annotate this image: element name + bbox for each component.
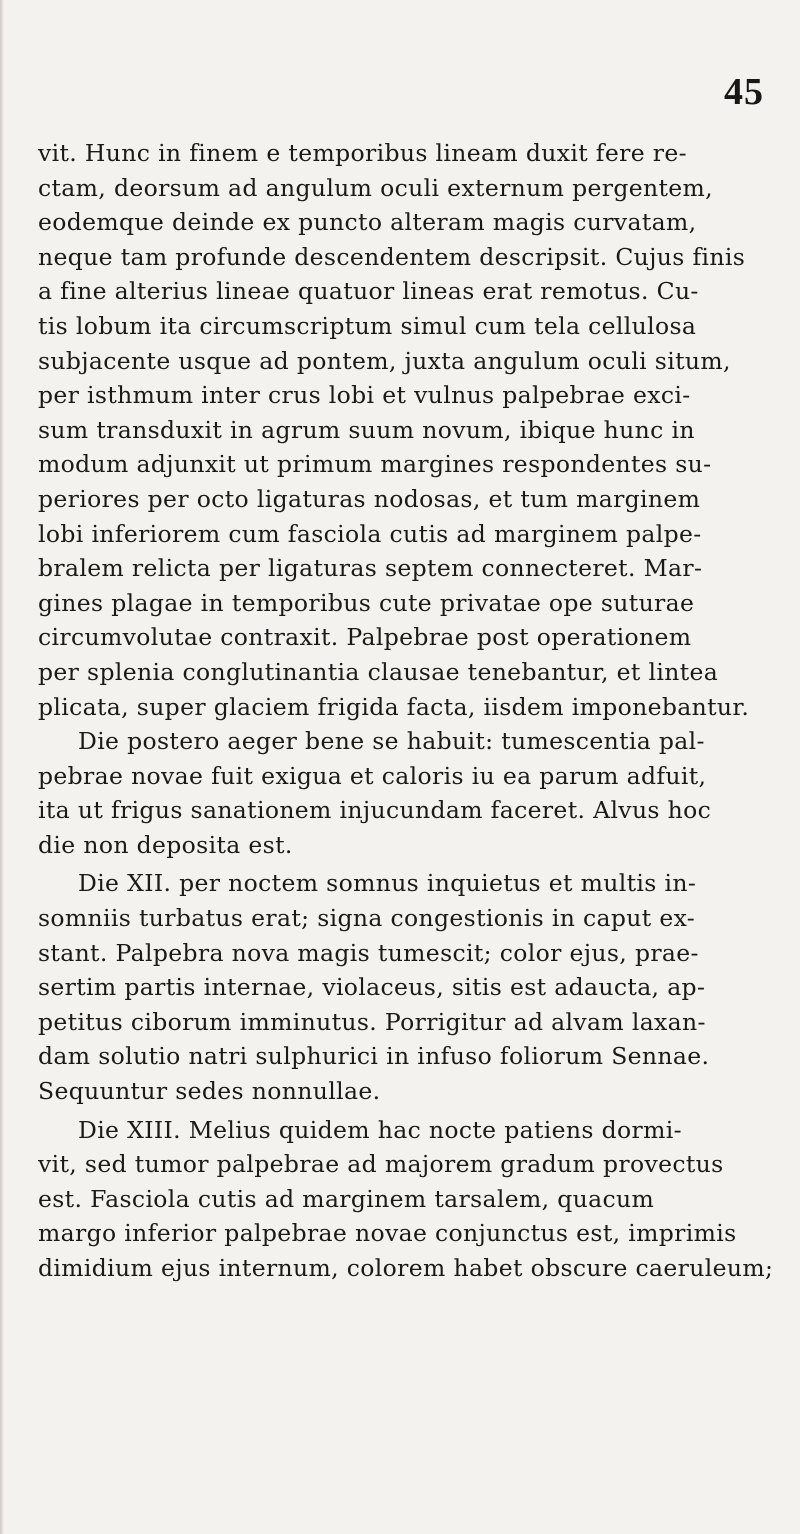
text-line: tis lobum ita circumscriptum simul cum tela cellulosa: [38, 311, 697, 340]
text-line: die non deposita est.: [38, 830, 293, 859]
paragraph-start-line: Die postero aeger bene se habuit: tumescentia pal-: [78, 727, 705, 756]
text-line: sertim partis internae, violaceus, sitis est adaucta, ap-: [38, 973, 706, 1002]
text-line: gines plagae in temporibus cute privatae ope suturae: [38, 588, 695, 617]
text-line: ita ut frigus sanationem injucundam faceret. Alvus hoc: [38, 796, 712, 825]
text-line: vit. Hunc in finem e temporibus lineam duxit fere re-: [38, 139, 687, 167]
text-line: petitus ciborum imminutus. Porrigitur ad alvam laxan-: [38, 1007, 706, 1036]
text-line: somniis turbatus erat; signa congestionis in caput ex-: [38, 904, 696, 933]
text-line: ctam, deorsum ad angulum oculi externum pergentem,: [38, 173, 713, 202]
text-line: circumvolutae contraxit. Palpebrae post operationem: [38, 623, 692, 652]
text-line: vit, sed tumor palpebrae ad majorem gradum provectus: [38, 1150, 724, 1179]
text-line: est. Fasciola cutis ad marginem tarsalem, quacum: [38, 1184, 655, 1213]
text-line: per isthmum inter crus lobi et vulnus palpebrae exci-: [38, 381, 691, 410]
text-line: stant. Palpebra nova magis tumescit; color ejus, prae-: [38, 938, 699, 967]
paragraph-start-line: Die XIII. Melius quidem hac nocte patiens dormi-: [78, 1115, 682, 1144]
text-line: periores per octo ligaturas nodosas, et tum marginem: [38, 484, 701, 513]
paragraph-start-line: Die XII. per noctem somnus inquietus et multis in-: [78, 869, 697, 898]
text-line: margo inferior palpebrae novae conjunctus est, imprimis: [38, 1219, 737, 1248]
text-line: pebrae novae fuit exigua et caloris iu ea parum adfuit,: [38, 761, 707, 790]
text-line: a fine alterius lineae quatuor lineas erat remotus. Cu-: [38, 277, 699, 306]
text-line: per splenia conglutinantia clausae tenebantur, et lintea: [38, 657, 719, 686]
text-line: lobi inferiorem cum fasciola cutis ad marginem palpe-: [38, 519, 702, 548]
text-line: dimidium ejus internum, colorem habet obscure caeruleum;: [38, 1254, 774, 1282]
text-line: eodemque deinde ex puncto alteram magis curvatam,: [38, 208, 697, 237]
page-number: 45: [724, 71, 764, 113]
text-line: sum transduxit in agrum suum novum, ibique hunc in: [38, 415, 695, 444]
text-line: bralem relicta per ligaturas septem connecteret. Mar-: [38, 554, 703, 583]
text-line: neque tam profunde descendentem descripsit. Cujus finis: [38, 242, 746, 271]
text-line: modum adjunxit ut primum margines respondentes su-: [38, 450, 712, 479]
text-line: Sequuntur sedes nonnullae.: [38, 1077, 381, 1106]
body-text: [38, 136, 778, 1286]
text-line: subjacente usque ad pontem, juxta angulum oculi situm,: [38, 346, 731, 375]
text-line: plicata, super glaciem frigida facta, iisdem imponebantur.: [38, 692, 750, 721]
text-line: dam solutio natri sulphurici in infuso foliorum Sennae.: [38, 1042, 710, 1071]
page-binding-edge: [0, 0, 4, 1534]
